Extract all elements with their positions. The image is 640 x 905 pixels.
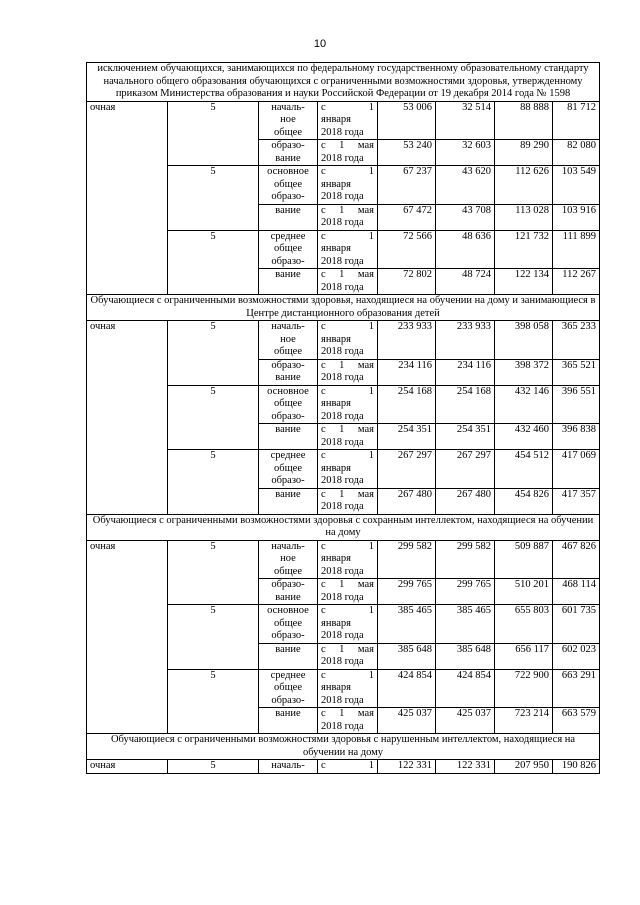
section-header-row — [87, 295, 600, 321]
cost-value-cell: 254 168 — [378, 385, 436, 424]
cost-value-cell: 467 826 — [553, 540, 600, 579]
cost-value-cell: 234 116 — [436, 359, 495, 385]
date-day: 1 — [339, 269, 345, 280]
date-line — [321, 166, 374, 179]
date-year: 2018 года — [321, 694, 364, 706]
cost-value-cell: 424 854 — [378, 669, 436, 708]
date-year: 2018 года — [321, 656, 364, 667]
education-level-line: ное — [280, 553, 296, 564]
date-year: 2018 года — [321, 565, 364, 577]
education-level-line: образо- — [271, 694, 305, 706]
cost-value-cell: 32 603 — [436, 140, 495, 166]
date-cell — [318, 385, 378, 424]
education-level-cell — [259, 540, 318, 579]
education-level-line: общее — [274, 565, 302, 577]
date-line — [321, 360, 374, 373]
cost-value-cell: 417 069 — [553, 450, 600, 489]
education-level-line: среднее — [270, 230, 306, 242]
section-header-row — [87, 514, 600, 540]
date-day: 1 — [368, 760, 374, 771]
education-level-line: общее — [274, 617, 302, 629]
tuition-cost-table — [86, 62, 600, 774]
cost-value-cell: 385 465 — [436, 605, 495, 644]
date-prefix: с — [321, 540, 326, 552]
date-year: 2018 года — [321, 630, 364, 641]
cost-value-cell: 398 058 — [495, 321, 553, 360]
cost-value-cell: 254 351 — [436, 424, 495, 450]
cost-value-cell: 602 023 — [553, 643, 600, 669]
section-header: Обучающиеся с ограниченными возможностями здоровья, находящиеся на обучении на дому и занимающиеся в Центре дистанционного образования детей — [87, 295, 600, 321]
date-year: 2018 года — [321, 126, 364, 138]
education-level-cell — [259, 140, 318, 166]
duration-cell: 5 — [168, 605, 259, 670]
education-level-cell — [259, 385, 318, 424]
table-row — [87, 101, 600, 140]
date-prefix: с — [321, 269, 326, 280]
education-level-line: вание — [275, 424, 301, 435]
date-prefix: с — [321, 643, 326, 655]
education-level-cell — [259, 204, 318, 230]
date-day: 1 — [339, 488, 345, 500]
cost-value-cell: 509 887 — [495, 540, 553, 579]
date-cell — [318, 579, 378, 605]
section-header: Обучающиеся с ограниченными возможностями здоровья с сохранным интеллектом, находящиеся на обучении на дому — [87, 514, 600, 540]
cost-value-cell: 234 116 — [378, 359, 436, 385]
education-level-line: основное — [267, 166, 309, 177]
education-level-cell — [259, 359, 318, 385]
cost-value-cell: 67 472 — [378, 204, 436, 230]
date-day: 1 — [368, 605, 374, 616]
cost-value-cell: 424 854 — [436, 669, 495, 708]
date-line — [321, 321, 374, 334]
education-level-line: вание — [275, 643, 301, 655]
date-day: 1 — [368, 230, 374, 242]
education-level-cell — [259, 166, 318, 205]
cost-value-cell: 655 803 — [495, 605, 553, 644]
cost-value-cell: 723 214 — [495, 708, 553, 734]
education-level-cell: началь- — [259, 760, 318, 774]
date-day: 1 — [368, 166, 374, 177]
date-cell — [318, 321, 378, 360]
duration-cell: 5 — [168, 166, 259, 231]
date-month: мая — [357, 140, 374, 151]
date-prefix: с — [321, 605, 326, 616]
date-line — [321, 579, 374, 592]
date-prefix: с — [321, 359, 326, 371]
date-month: мая — [357, 579, 374, 590]
date-line — [321, 489, 374, 502]
cost-value-cell: 663 579 — [553, 708, 600, 734]
cost-value-cell: 48 636 — [436, 230, 495, 269]
education-level-cell — [259, 269, 318, 295]
education-level-line: общее — [274, 682, 302, 693]
education-level-line: образо- — [271, 191, 305, 202]
education-level-line: вание — [275, 152, 301, 164]
cost-value-cell: 67 237 — [378, 166, 436, 205]
cost-value-cell: 365 233 — [553, 321, 600, 360]
date-line — [321, 424, 374, 437]
duration-cell: 5 — [168, 321, 259, 386]
date-year: 2018 года — [321, 501, 364, 512]
date-cell — [318, 204, 378, 230]
section-header-row — [87, 734, 600, 760]
page-number: 10 — [313, 38, 327, 50]
cost-value-cell: 122 331 — [378, 760, 436, 774]
education-level-line: вание — [275, 591, 301, 603]
cost-value-cell: 267 297 — [378, 450, 436, 489]
cost-value-cell: 722 900 — [495, 669, 553, 708]
section-header-row — [87, 63, 600, 102]
cost-value-cell: 385 465 — [378, 605, 436, 644]
date-prefix: с — [321, 101, 326, 113]
study-form-cell: очная — [87, 101, 168, 295]
date-line — [321, 760, 374, 773]
date-year: 2018 года — [321, 720, 364, 732]
cost-value-cell: 89 290 — [495, 140, 553, 166]
cost-value-cell: 233 933 — [378, 321, 436, 360]
date-cell — [318, 166, 378, 205]
date-cell — [318, 540, 378, 579]
cost-value-cell: 385 648 — [378, 643, 436, 669]
duration-cell: 5 — [168, 101, 259, 166]
date-year: 2018 года — [321, 217, 364, 228]
date-line — [321, 644, 374, 657]
education-level-line: ное — [280, 114, 296, 125]
table-row — [87, 540, 600, 579]
education-level-cell — [259, 450, 318, 489]
cost-value-cell: 207 950 — [495, 760, 553, 774]
table-row — [87, 321, 600, 360]
cost-value-cell: 432 146 — [495, 385, 553, 424]
cost-value-cell: 190 826 — [553, 760, 600, 774]
cost-value-cell: 122 331 — [436, 760, 495, 774]
date-year: 2018 года — [321, 591, 364, 603]
date-prefix: с — [321, 321, 326, 332]
cost-value-cell: 72 802 — [378, 269, 436, 295]
study-form-cell: очная — [87, 760, 168, 774]
duration-cell: 5 — [168, 669, 259, 734]
cost-value-cell: 365 521 — [553, 359, 600, 385]
date-day: 1 — [339, 359, 345, 371]
date-day: 1 — [339, 643, 345, 655]
education-level-cell — [259, 230, 318, 269]
date-year: 2018 года — [321, 436, 364, 448]
date-line — [321, 205, 374, 218]
date-year: 2018 года — [321, 255, 364, 267]
date-day: 1 — [368, 669, 374, 681]
cost-value-cell: 663 291 — [553, 669, 600, 708]
date-line — [321, 102, 374, 115]
date-year: 2018 года — [321, 346, 364, 357]
education-level-line: началь- — [271, 540, 305, 552]
education-level-line: общее — [274, 462, 302, 474]
cost-value-cell: 103 916 — [553, 204, 600, 230]
education-level-line: началь- — [271, 101, 305, 113]
date-prefix: с — [321, 230, 326, 242]
cost-value-cell: 432 460 — [495, 424, 553, 450]
education-level-line: вание — [275, 204, 301, 216]
education-level-line: вание — [275, 708, 301, 719]
date-day: 1 — [368, 450, 374, 461]
education-level-cell — [259, 424, 318, 450]
study-form-cell: очная — [87, 540, 168, 734]
cost-value-cell: 122 134 — [495, 269, 553, 295]
date-year: 2018 года — [321, 152, 364, 164]
cost-value-cell: 299 582 — [378, 540, 436, 579]
education-level-cell — [259, 708, 318, 734]
education-level-cell — [259, 643, 318, 669]
education-level-line: среднее — [270, 450, 306, 461]
cost-value-cell: 385 648 — [436, 643, 495, 669]
cost-value-cell: 299 765 — [436, 579, 495, 605]
duration-cell: 5 — [168, 385, 259, 450]
date-month: мая — [357, 643, 374, 655]
education-level-line: вание — [275, 488, 301, 500]
cost-value-cell: 113 028 — [495, 204, 553, 230]
cost-value-cell: 32 514 — [436, 101, 495, 140]
table-row — [87, 760, 600, 774]
date-day: 1 — [339, 204, 345, 216]
education-level-line: общее — [274, 346, 302, 357]
cost-value-cell: 417 357 — [553, 488, 600, 514]
date-day: 1 — [368, 321, 374, 332]
education-level-line: ное — [280, 333, 296, 345]
cost-value-cell: 468 114 — [553, 579, 600, 605]
cost-value-cell: 81 712 — [553, 101, 600, 140]
date-prefix: с — [321, 708, 326, 719]
date-prefix: с — [321, 166, 326, 177]
date-cell — [318, 669, 378, 708]
date-year: 2018 года — [321, 191, 364, 202]
table-body — [87, 63, 600, 774]
cost-value-cell: 254 168 — [436, 385, 495, 424]
cost-value-cell: 601 735 — [553, 605, 600, 644]
education-level-line: началь- — [271, 321, 305, 332]
date-day: 1 — [339, 140, 345, 151]
cost-value-cell: 267 480 — [436, 488, 495, 514]
date-month: мая — [357, 204, 374, 216]
date-month: января — [321, 398, 352, 409]
date-prefix: с — [321, 385, 326, 397]
date-cell — [318, 760, 378, 774]
cost-value-cell: 53 240 — [378, 140, 436, 166]
cost-value-cell: 454 826 — [495, 488, 553, 514]
date-cell — [318, 424, 378, 450]
cost-value-cell: 53 006 — [378, 101, 436, 140]
date-cell — [318, 359, 378, 385]
education-level-line: общее — [274, 178, 302, 190]
education-level-line: вание — [275, 269, 301, 280]
cost-value-cell: 112 626 — [495, 166, 553, 205]
cost-value-cell: 299 765 — [378, 579, 436, 605]
education-level-cell — [259, 321, 318, 360]
date-cell — [318, 269, 378, 295]
date-month: января — [321, 682, 352, 693]
duration-cell: 5 — [168, 230, 259, 295]
date-day: 1 — [339, 424, 345, 435]
date-line — [321, 386, 374, 399]
education-level-cell — [259, 488, 318, 514]
date-prefix: с — [321, 424, 326, 435]
cost-value-cell: 233 933 — [436, 321, 495, 360]
education-level-cell — [259, 669, 318, 708]
date-cell — [318, 101, 378, 140]
education-level-line: вание — [275, 372, 301, 383]
cost-value-cell: 48 724 — [436, 269, 495, 295]
date-year: 2018 года — [321, 372, 364, 383]
education-level-line: образо- — [271, 140, 305, 151]
duration-cell: 5 — [168, 760, 259, 774]
cost-value-cell: 425 037 — [436, 708, 495, 734]
education-level-cell — [259, 579, 318, 605]
cost-value-cell: 425 037 — [378, 708, 436, 734]
education-level-line: среднее — [270, 669, 306, 681]
date-month: января — [321, 617, 352, 629]
cost-value-cell: 103 549 — [553, 166, 600, 205]
cost-value-cell: 656 117 — [495, 643, 553, 669]
education-level-line: образо- — [271, 359, 305, 371]
date-prefix: с — [321, 450, 326, 461]
date-cell — [318, 643, 378, 669]
cost-value-cell: 72 566 — [378, 230, 436, 269]
date-cell — [318, 140, 378, 166]
date-prefix: с — [321, 140, 326, 151]
date-line — [321, 231, 374, 244]
date-month: января — [321, 178, 352, 190]
date-day: 1 — [368, 385, 374, 397]
cost-value-cell: 88 888 — [495, 101, 553, 140]
education-level-line: основное — [267, 605, 309, 616]
date-cell — [318, 230, 378, 269]
date-month: мая — [357, 424, 374, 435]
date-month: января — [321, 114, 352, 125]
date-year: 2018 года — [321, 475, 364, 486]
education-level-line: образо- — [271, 410, 305, 422]
date-day: 1 — [339, 579, 345, 590]
cost-value-cell: 396 838 — [553, 424, 600, 450]
date-prefix: с — [321, 669, 326, 681]
date-month: мая — [357, 488, 374, 500]
date-line — [321, 269, 374, 282]
date-line — [321, 140, 374, 153]
cost-value-cell: 510 201 — [495, 579, 553, 605]
cost-value-cell: 267 297 — [436, 450, 495, 489]
cost-value-cell: 112 267 — [553, 269, 600, 295]
date-prefix: с — [321, 488, 326, 500]
date-prefix: с — [321, 579, 326, 590]
date-prefix: с — [321, 760, 326, 771]
education-level-line: образо- — [271, 255, 305, 267]
date-month: января — [321, 333, 352, 345]
date-year: 2018 года — [321, 281, 364, 293]
cost-value-cell: 267 480 — [378, 488, 436, 514]
education-level-line: образо- — [271, 630, 305, 641]
cost-value-cell: 82 080 — [553, 140, 600, 166]
date-day: 1 — [368, 101, 374, 113]
date-month: мая — [357, 359, 374, 371]
section-header: исключением обучающихся, занимающихся по федеральному государственному образовательному стандарту начального общего образования обучающихся с ограниченными возможностями здоровья, утвержденному приказом Министерства образования и науки Российской Федерации от 19 декабря 2014 года № 1598 — [87, 63, 600, 102]
cost-value-cell: 43 620 — [436, 166, 495, 205]
education-level-line: образо- — [271, 475, 305, 486]
date-cell — [318, 450, 378, 489]
date-month: января — [321, 553, 352, 564]
education-level-cell — [259, 101, 318, 140]
cost-value-cell: 111 899 — [553, 230, 600, 269]
education-level-cell — [259, 605, 318, 644]
cost-value-cell: 454 512 — [495, 450, 553, 489]
duration-cell: 5 — [168, 450, 259, 515]
date-month: мая — [357, 269, 374, 280]
date-line — [321, 670, 374, 683]
study-form-cell: очная — [87, 321, 168, 515]
date-line — [321, 541, 374, 554]
cost-value-cell: 299 582 — [436, 540, 495, 579]
date-day: 1 — [339, 708, 345, 719]
date-year: 2018 года — [321, 410, 364, 422]
section-header: Обучающиеся с ограниченными возможностями здоровья с нарушенным интеллектом, находящиеся на обучении на дому — [87, 734, 600, 760]
cost-value-cell: 396 551 — [553, 385, 600, 424]
education-level-line: общее — [274, 398, 302, 409]
date-line — [321, 450, 374, 463]
date-prefix: с — [321, 204, 326, 216]
date-day: 1 — [368, 540, 374, 552]
cost-value-cell: 121 732 — [495, 230, 553, 269]
date-line — [321, 605, 374, 618]
date-cell — [318, 605, 378, 644]
date-cell — [318, 708, 378, 734]
education-level-line: общее — [274, 126, 302, 138]
education-level-line: основное — [267, 385, 309, 397]
date-cell — [318, 488, 378, 514]
duration-cell: 5 — [168, 540, 259, 605]
date-month: января — [321, 462, 352, 474]
education-level-line: образо- — [271, 579, 305, 590]
date-month: января — [321, 243, 352, 254]
date-line — [321, 708, 374, 721]
education-level-line: общее — [274, 243, 302, 254]
cost-value-cell: 43 708 — [436, 204, 495, 230]
date-month: мая — [357, 708, 374, 719]
cost-value-cell: 398 372 — [495, 359, 553, 385]
cost-value-cell: 254 351 — [378, 424, 436, 450]
